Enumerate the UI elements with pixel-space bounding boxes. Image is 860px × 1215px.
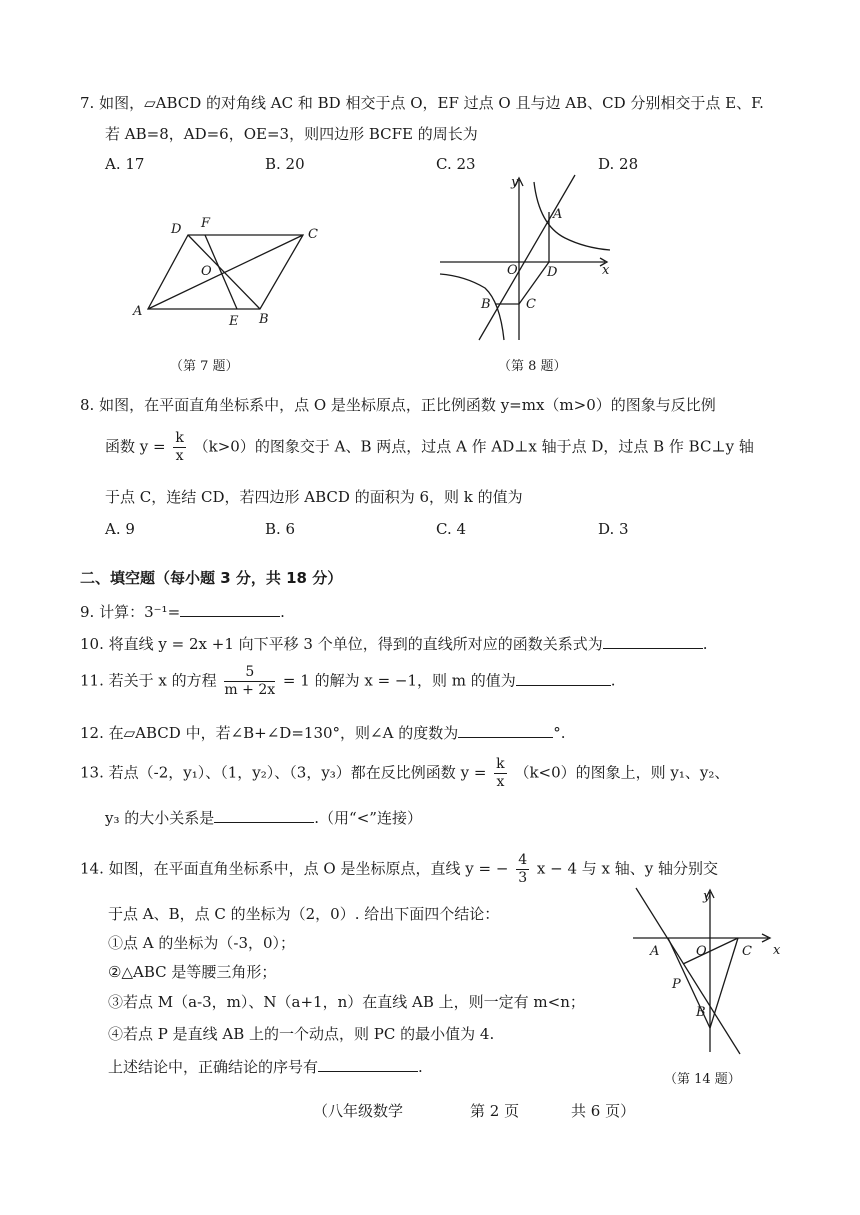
q8-label-b: B <box>481 297 491 312</box>
q12-line <box>80 722 566 743</box>
q11-end: . <box>610 671 616 690</box>
q8-option-a: A. 9 <box>105 520 135 538</box>
q14-caption: （第 14 题） <box>664 1072 741 1087</box>
q14-label-y: y <box>703 889 711 904</box>
q10-end: . <box>702 635 708 653</box>
q9-number: 9. <box>80 603 95 621</box>
q8-text-line2-pre: 函数 y = <box>105 437 166 456</box>
q7-text-line1: 如图，▱ABCD 的对角线 AC 和 BD 相交于点 O，EF 过点 O 且与边 AB、CD 分别相交于点 E、F. <box>99 94 764 112</box>
q14-label-p: P <box>672 977 681 992</box>
q14-label-b: B <box>696 1005 706 1020</box>
q7-figure-parallelogram <box>125 205 325 330</box>
q14-label-x: x <box>773 943 781 958</box>
q7-line1 <box>80 92 764 113</box>
q8-line2 <box>105 430 754 465</box>
q10-answer-blank[interactable] <box>603 634 703 649</box>
q8-frac-numerator: k <box>175 430 184 446</box>
q14-number: 14. <box>80 859 104 878</box>
q7-option-b: B. 20 <box>265 155 305 173</box>
q14-fraction <box>516 852 529 887</box>
q13-number: 13. <box>80 763 104 782</box>
q14-frac-numerator: 4 <box>518 852 528 868</box>
q7-option-c: C. 23 <box>436 155 476 173</box>
q11-line <box>80 664 616 699</box>
q14-answer-blank[interactable] <box>318 1057 418 1072</box>
q9-end: . <box>280 603 285 621</box>
q8-label-o: O <box>507 263 518 278</box>
q8-label-y: y <box>511 175 519 190</box>
footer-page: 第 2 页 <box>470 1102 520 1120</box>
q12-answer-blank[interactable] <box>458 723 553 738</box>
q9-line <box>80 601 285 622</box>
q14-line1-post: x − 4 与 x 轴、y 轴分别交 <box>536 859 719 878</box>
q7-label-a: A <box>133 304 143 319</box>
q14-label-c: C <box>742 944 752 959</box>
q7-label-d: D <box>171 222 182 237</box>
q11-answer-blank[interactable] <box>516 671 611 686</box>
q13-fraction <box>494 756 506 791</box>
q7-option-d: D. 28 <box>598 155 639 173</box>
q11-frac-numerator: 5 <box>224 664 275 682</box>
q14-frac-denominator: 3 <box>518 870 528 886</box>
q7-number: 7. <box>80 94 95 112</box>
q7-caption: （第 7 题） <box>170 359 239 374</box>
q11-number: 11. <box>80 671 104 690</box>
q10-text: 将直线 y = 2x +1 向下平移 3 个单位，得到的直线所对应的函数关系式为 <box>108 635 603 653</box>
q10-number: 10. <box>80 635 104 653</box>
q13-text-post: （k<0）的图象上，则 y₁、y₂、 <box>514 763 730 782</box>
q8-label-c: C <box>526 297 536 312</box>
q7-label-o: O <box>201 264 212 279</box>
q9-answer-blank[interactable] <box>180 602 280 617</box>
q13-line1 <box>80 756 729 791</box>
q8-text-line1: 如图，在平面直角坐标系中，点 O 是坐标原点，正比例函数 y=mx（m>0）的图象与反比例 <box>99 396 716 414</box>
q13-frac-denominator: x <box>496 774 505 790</box>
q9-text: 计算：3⁻¹= <box>99 603 181 621</box>
q11-fraction <box>224 664 275 699</box>
q14-figure-coordinate <box>628 882 788 1062</box>
section-title-fill-in: 二、填空题（每小题 3 分，共 18 分） <box>80 569 343 587</box>
q8-number: 8. <box>80 396 95 414</box>
q7-option-a: A. 17 <box>105 155 145 173</box>
q13-text-pre: 若点（-2，y₁）、（1，y₂）、（3，y₃）都在反比例函数 y = <box>108 763 487 782</box>
q13-frac-numerator: k <box>496 756 505 772</box>
q11-text-pre: 若关于 x 的方程 <box>108 671 217 690</box>
q7-label-b: B <box>259 312 269 327</box>
footer-total: 共 6 页） <box>571 1102 636 1120</box>
q14-line1 <box>80 852 718 887</box>
q8-option-b: B. 6 <box>265 520 296 538</box>
q8-label-x: x <box>602 263 610 278</box>
q13-line2-pre: y₃ 的大小关系是 <box>105 809 215 827</box>
q14-conclusion-3: ③若点 M（a-3，m）、N（a+1，n）在直线 AB 上，则一定有 m<n； <box>108 993 585 1011</box>
q14-end-pre: 上述结论中，正确结论的序号有 <box>108 1058 319 1076</box>
q8-option-d: D. 3 <box>598 520 629 538</box>
q8-caption: （第 8 题） <box>498 359 567 374</box>
q10-line <box>80 633 708 654</box>
q8-text-line3: 于点 C，连结 CD，若四边形 ABCD 的面积为 6，则 k 的值为 <box>105 488 523 506</box>
q12-text: 在▱ABCD 中，若∠B+∠D=130°，则∠A 的度数为 <box>108 724 459 742</box>
q14-line1-pre: 如图，在平面直角坐标系中，点 O 是坐标原点，直线 y = − <box>108 859 509 878</box>
q14-label-o: O <box>696 944 707 959</box>
q13-answer-blank[interactable] <box>214 808 314 823</box>
q14-conclusion-1: ①点 A 的坐标为（-3，0）； <box>108 934 296 952</box>
q8-option-c: C. 4 <box>436 520 467 538</box>
q13-line2-post: .（用“<”连接） <box>314 809 422 827</box>
q12-number: 12. <box>80 724 104 742</box>
q14-line2: 于点 A、B，点 C 的坐标为（2，0）. 给出下面四个结论： <box>108 905 500 923</box>
q7-label-e: E <box>229 314 239 329</box>
q7-label-c: C <box>308 227 318 242</box>
q12-end: °. <box>553 724 566 742</box>
q14-label-a: A <box>650 944 660 959</box>
q8-label-a: A <box>553 207 563 222</box>
q14-conclusion-4: ④若点 P 是直线 AB 上的一个动点，则 PC 的最小值为 4. <box>108 1025 495 1043</box>
q14-conclusion-2: ②△ABC 是等腰三角形； <box>108 963 277 981</box>
q8-label-d: D <box>547 265 558 280</box>
q14-end-post: . <box>418 1058 423 1076</box>
q11-text-post: = 1 的解为 x = −1，则 m 的值为 <box>282 671 516 690</box>
q7-label-f: F <box>201 216 211 231</box>
q13-line2 <box>105 807 422 828</box>
q8-frac-denominator: x <box>175 448 184 464</box>
q8-line1 <box>80 394 716 415</box>
q7-text-line2: 若 AB=8，AD=6，OE=3，则四边形 BCFE 的周长为 <box>105 125 478 143</box>
q8-text-line2-post: （k>0）的图象交于 A、B 两点，过点 A 作 AD⊥x 轴于点 D，过点 B 作 BC⊥y 轴 <box>193 437 754 456</box>
q8-figure-coordinate <box>435 170 620 345</box>
q8-fraction <box>173 430 185 465</box>
q11-frac-denominator: m + 2x <box>224 682 276 698</box>
q14-line-end <box>108 1056 423 1077</box>
footer-subject: （八年级数学 <box>313 1102 404 1120</box>
